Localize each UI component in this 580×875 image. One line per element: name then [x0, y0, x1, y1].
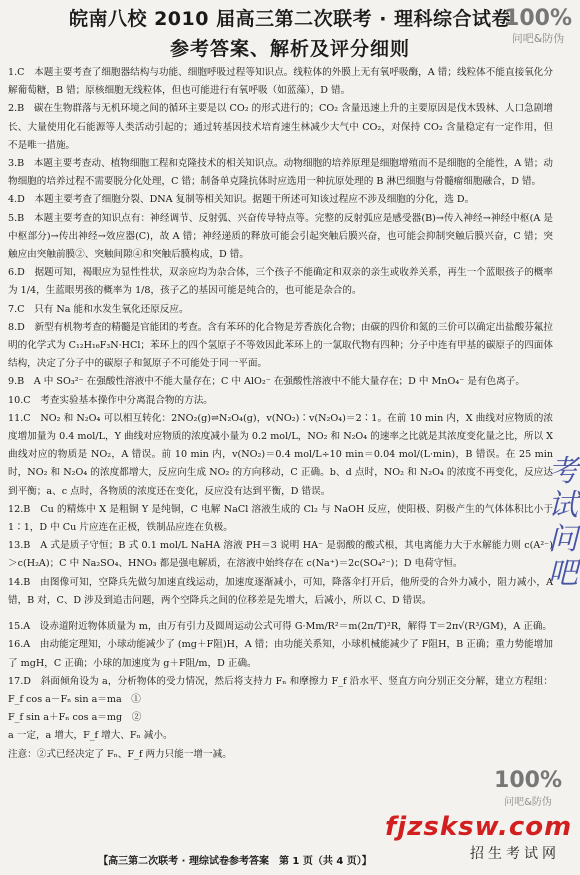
answer-item: 5.B 本题主要考查的知识点有：神经调节、反射弧、兴奋传导特点等。完整的反射弧应是感受器(B)→传入神经→神经中枢(A 是中枢部分)→传出神经→效应器(C)，故 A 错；神经递质的释放可能会引起突触后膜兴奋，也可能会抑制突触后膜兴奋，C 错；突触应由突触前膜②、突触间隙④和突触后膜构成，D 错。 [8, 212, 553, 261]
bottom-watermark-stamp [488, 768, 568, 808]
site-logo: fjzsksw.com [385, 812, 573, 842]
answer-item: 11.C NO₂ 和 N₂O₄ 可以相互转化：2NO₂(g)⇌N₂O₄(g)，v(NO₂)∶v(N₂O₄)＝2∶1。在前 10 min 内，X 曲线对应物质的浓度增加量为 0.4 mol/L，Y 曲线对应物质的浓度减小量为 0.2 mol/L，NO₂ 和 N₂O₄ 的速率之比就是其浓度变化量之比，所以 X 曲线对应的物质是 NO₂，A 错误。前 10 min 内，v(NO₂)＝0.4 mol/L÷10 min＝0.04 mol/(L·min)，B 错误。在 25 min 时，NO₂ 和 N₂O₄ 的浓度都增大，反应向生成 NO₂ 的方向移动，C 正确。b、d 点时，NO₂ 和 N₂O₄ 的浓度不再变化，反应达到平衡；a、c 点时，各物质的浓度还在变化，反应没有达到平衡，D 错误。 [8, 412, 553, 497]
stamp-percent: 100% [504, 6, 572, 31]
answer-item: 8.D 新型有机物考查的精髓是官能团的考查。含有苯环的化合物是芳香族化合物；由碳的四价和氮的三价可以确定出盐酸芬氟拉明的化学式为 C₁₂H₁₆F₃N·HCl；苯环上的四个氢原子不等效因此苯环上的一氯取代物有四种；分子中连有甲基的碳原子的四面体结构，决定了分子中的碳原子和氮原子不可能处于同一平面。 [8, 321, 553, 370]
site-name: 招生考试网 [470, 846, 560, 862]
answer-item: 2.B 碳在生物群落与无机环境之间的循环主要是以 CO₂ 的形式进行的；CO₂ 含量迅速上升的主要原因是伐木毁林、人口急剧增长、大量使用化石能源等人类活动引起的；通过转基因技术培育速生林减少大气中 CO₂，对保持 CO₂ 含量稳定有一定作用，但不是唯一措施。 [8, 103, 553, 151]
document-subtitle: 参考答案、解析及评分细则 [169, 38, 410, 60]
answer-item: 12.B Cu 的精炼中 X 是粗铜 Y 是纯铜，C 电解 NaCl 溶液生成的 Cl₂ 与 NaOH 反应，使阳极、阴极产生的气体体积比小于 1∶1，D 中 Cu 片应连在正极，铁制品应连在负极。 [8, 503, 553, 534]
answer-item: 4.D 本题主要考查了细胞分裂、DNA 复制等相关知识。据题干所述可知该过程应不涉及细胞的分化，选 D。 [8, 194, 475, 206]
answer-item: 7.C 只有 Na 能和水发生氧化还原反应。 [8, 303, 189, 315]
top-watermark-stamp [502, 6, 574, 68]
answer-item: 16.A 由动能定理知，小球动能减少了 (mg＋F阻)H，A 错；由功能关系知，小球机械能减少了 F阻H，B 正确；重力势能增加了 mgH，C 正确；小球的加速度为 g＋F阻/m，D 正确。 [8, 639, 553, 669]
answer-item: 9.B A 中 SO₃²⁻ 在强酸性溶液中不能大量存在；C 中 AlO₂⁻ 在强酸性溶液中不能大量存在；D 中 MnO₄⁻ 是有色离子。 [8, 376, 525, 388]
answer-item: 13.B A 式是质子守恒；B 式 0.1 mol/L NaHA 溶液 PH＝3 说明 HA⁻ 是弱酸的酸式根，其电离能力大于水解能力则 c(A²⁻)＞c(H₂A)；C 中 Na₂SO₄、HNO₃ 都是强电解质，在溶液中始终存在 c(Na⁺)＝2c(SO₄²⁻)；D 电荷守恒。 [8, 540, 553, 570]
answer-item: 3.B 本题主要考查动、植物细胞工程和克隆技术的相关知识点。动物细胞的培养原理是细胞增殖而不是细胞的全能性，A 错；动物细胞的培养过程不需要脱分化处理，C 错；制备单克隆抗体时应选用一种抗原处理的 B 淋巴细胞与骨髓瘤细胞融合，D 错。 [8, 158, 553, 188]
answer-item: 6.D 据题可知，褐眼应为显性性状，双亲应均为杂合体，三个孩子不能确定和双亲的亲生或收养关系，再生一个蓝眼孩子的概率为 1/4，生蓝眼男孩的概率为 1/8，孩子乙的基因可能是纯合的，也可能是杂合的。 [8, 267, 553, 297]
answer-item: a 一定，a 增大，F_f 增大、Fₙ 减小。 [8, 730, 173, 742]
page-footer: 【高三第二次联考 · 理综试卷参考答案 第 1 页（共 4 页）】 [98, 856, 372, 867]
section-gap [8, 610, 553, 618]
stamp-label: 问吧&防伪 [504, 797, 552, 808]
document-title: 皖南八校 2010 届高三第二次联考 · 理科综合试卷 [68, 8, 512, 30]
answer-item: 14.B 由图像可知，空降兵先做匀加速直线运动，加速度逐渐减小，可知，降落伞打开后，他所受的合外力减小，阻力减小，A 错，B 对，C、D 涉及到追击问题，两个空降兵之间的位移差是先增大，后减小，所以 C、D 错误。 [8, 576, 553, 606]
answer-item: 1.C 本题主要考查了细胞器结构与功能、细胞呼吸过程等知识点。线粒体的外膜上无有氧呼吸酶，A 错；线粒体不能直接氧化分解葡萄糖，B 错；原核细胞无线粒体，但也可能进行有氧呼吸（如蓝藻），D 错。 [8, 67, 553, 97]
answer-item: F_f sin a＋Fₙ cos a＝mg ② [8, 712, 142, 724]
stamp-label: 问吧&防伪 [511, 32, 565, 45]
answer-item: 注意：②式已经决定了 Fₙ、F_f 两力只能一增一减。 [8, 748, 232, 760]
stamp-percent: 100% [494, 768, 562, 793]
answer-item: 10.C 考查实验基本操作中分离混合物的方法。 [8, 394, 213, 406]
handwritten-watermark: 考试问吧 [548, 454, 578, 591]
answer-item: 17.D 斜面倾角设为 a，分析物体的受力情况，然后将支持力 Fₙ 和摩擦力 F_f 沿水平、竖直方向分别正交分解，建立方程组：F_f cos a－Fₙ sin a＝ma ① [8, 675, 553, 705]
answer-body [8, 64, 553, 764]
answer-item: 15.A 设赤道附近物体质量为 m，由万有引力及圆周运动公式可得 G·Mm/R²＝m(2π/T)²R，解得 T＝2π√(R³/GM)，A 正确。 [8, 621, 553, 633]
